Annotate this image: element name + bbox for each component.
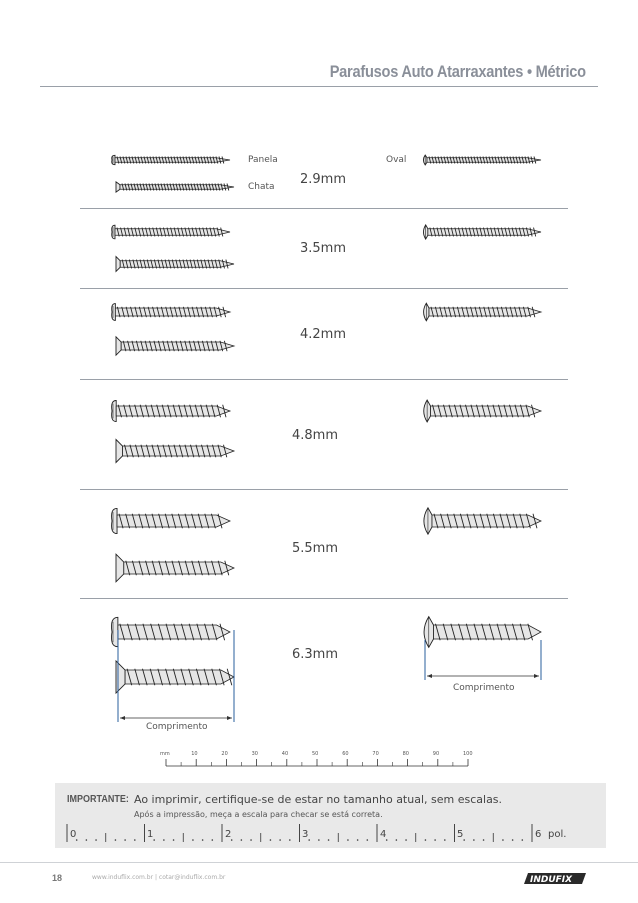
label-chata: Chata	[248, 182, 275, 192]
flat-head-screw-3	[116, 440, 234, 463]
pan-head-screw-3	[112, 401, 230, 422]
pan-head-screw-0	[112, 155, 230, 164]
pan-head-screw-1	[112, 225, 230, 239]
inch-2: 2	[225, 829, 232, 840]
inch-3: 3	[302, 829, 309, 840]
comprimento-label-left: Comprimento	[146, 722, 208, 732]
mm-tick-label: 10	[191, 751, 198, 757]
inch-5: 5	[457, 829, 464, 840]
comprimento-label-right: Comprimento	[453, 683, 515, 693]
mm-tick-label: 50	[312, 751, 319, 757]
pan-head-screw-4	[112, 508, 230, 533]
mm-tick-label: 80	[402, 751, 409, 757]
inch-ruler	[60, 820, 560, 846]
mm-tick-label: 60	[342, 751, 349, 757]
size-label-6-3: 6.3mm	[292, 647, 339, 662]
inch-1: 1	[147, 829, 154, 840]
pan-head-screw-2	[112, 304, 230, 321]
label-panela: Panela	[248, 155, 278, 165]
mm-tick-label: 30	[251, 751, 258, 757]
flat-head-screw-1	[116, 257, 234, 272]
size-label-5-5: 5.5mm	[292, 541, 339, 556]
footer-divider	[0, 862, 638, 863]
mm-tick-label: 70	[372, 751, 379, 757]
page-number: 18	[52, 873, 63, 883]
pan-head-screw-5	[111, 617, 230, 646]
oval-head-screw-2	[424, 303, 541, 321]
svg-text:INDUFIX: INDUFIX	[530, 875, 573, 885]
oval-head-screw-1	[423, 225, 541, 239]
mm-ruler	[150, 748, 490, 778]
label-oval: Oval	[386, 155, 407, 165]
size-label-4-2: 4.2mm	[300, 327, 347, 342]
oval-head-screw-0	[423, 155, 541, 165]
oval-head-screw-5	[424, 617, 541, 648]
flat-head-screw-0	[116, 182, 234, 192]
inch-6: 6	[535, 829, 542, 840]
oval-head-screw-3	[424, 400, 541, 422]
notice-sub-text: Após a impressão, meça a escala para checar se está correta.	[134, 810, 383, 819]
size-label-3-5: 3.5mm	[300, 241, 347, 256]
notice-main-text: Ao imprimir, certifique-se de estar no tamanho atual, sem escalas.	[134, 793, 503, 806]
notice-heading: IMPORTANTE:	[67, 794, 129, 805]
page-title: Parafusos Auto Atarraxantes • Métrico	[329, 62, 586, 81]
oval-head-screw-4	[424, 508, 541, 534]
flat-head-screw-5	[116, 661, 234, 693]
size-label-4-8: 4.8mm	[292, 428, 339, 443]
inch-0: 0	[70, 829, 77, 840]
mm-tick-label: 20	[221, 751, 228, 757]
footer-contact: www.induflix.com.br | cotar@induflix.com.br	[92, 874, 226, 881]
size-label-2-9: 2.9mm	[300, 172, 347, 187]
flat-head-screw-4	[116, 554, 234, 582]
flat-head-screw-2	[116, 337, 234, 355]
mm-tick-label: 100	[463, 751, 473, 757]
mm-tick-label: 40	[281, 751, 289, 757]
brand-logo	[522, 870, 588, 886]
inch-unit: pol.	[548, 829, 567, 840]
mm-unit-label: mm	[160, 751, 170, 757]
mm-tick-label: 90	[432, 751, 440, 757]
inch-4: 4	[380, 829, 387, 840]
